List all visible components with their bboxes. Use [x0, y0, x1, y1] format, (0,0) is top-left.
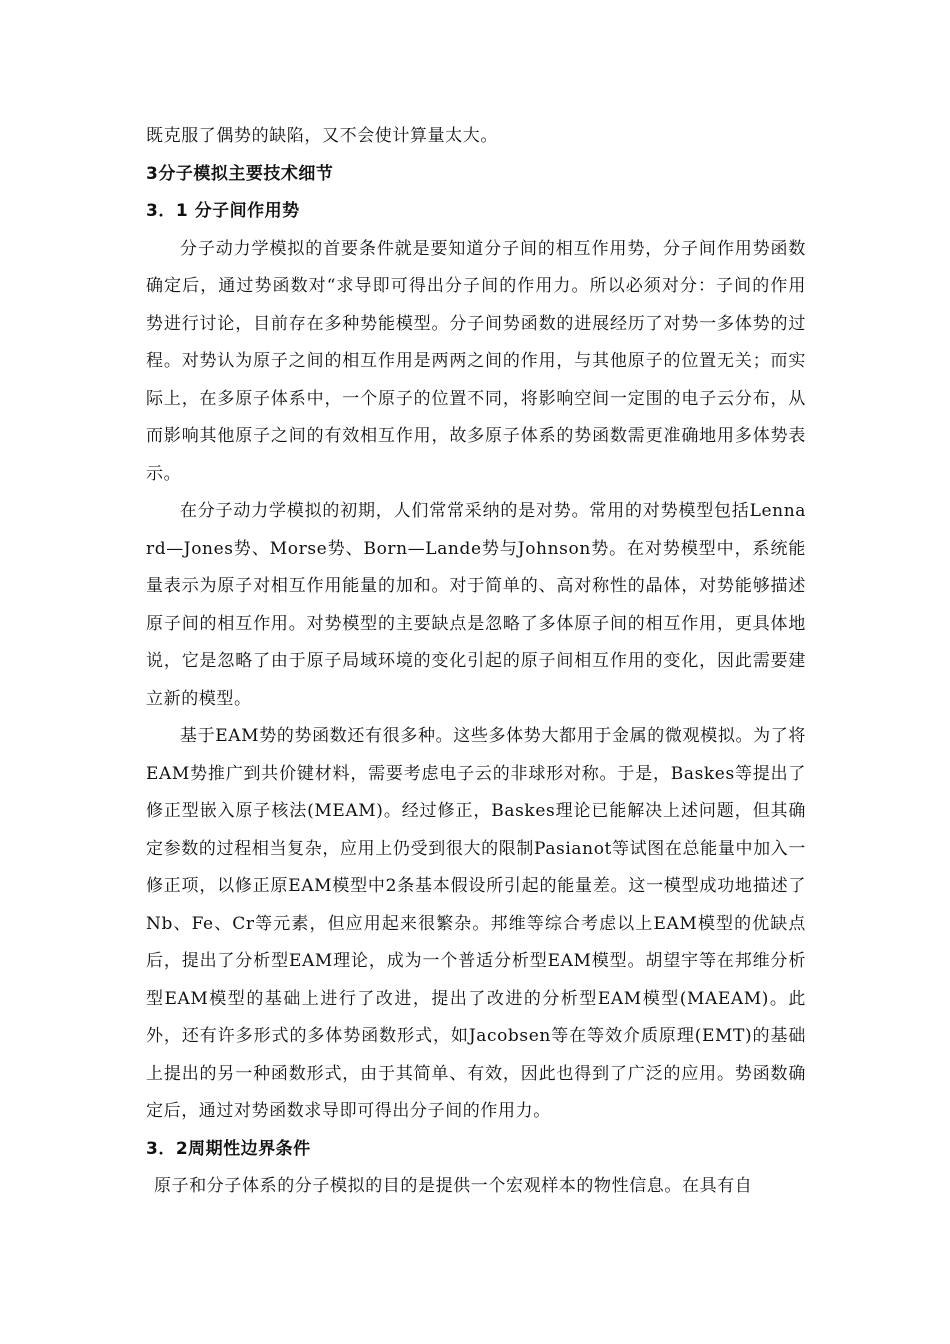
paragraph-periodic-boundary: 原子和分子体系的分子模拟的目的是提供一个宏观样本的物性信息。在具有自	[154, 1176, 753, 1196]
paragraph-pair-potential: 在分子动力学模拟的初期，人们常常采纳的是对势。常用的对势模型包括Lennard—Jones势、Morse势、Born—Lande势与Johnson势。在对势模型中，系统能量表示为原子对相互作用能量的加和。对于简单的、高对称性的晶体，对势能够描述原子间的相互作用。对势模型的主要缺点是忽略了多体原子间的相互作用，更具体地说，它是忽略了由于原子局域环境的变化引起的原子间相互作用的变化，因此需要建立新的模型。	[146, 501, 806, 709]
paragraph-potential-intro: 分子动力学模拟的首要条件就是要知道分子间的相互作用势，分子间作用势函数确定后，通过势函数对“求导即可得出分子间的作用力。所以必须对分：子间的作用势进行讨论，目前存在多种势能模型。分子间势函数的进展经历了对势一多体势的过程。对势认为原子之间的相互作用是两两之间的作用，与其他原子的位置无关；而实际上，在多原子体系中，一个原子的位置不同，将影响空间一定围的电子云分布，从而影响其他原子之间的有效相互作用，故多原子体系的势函数需更准确地用多体势表示。	[146, 238, 806, 484]
section-heading: 3分子模拟主要技术细节	[146, 163, 334, 184]
subsection-heading-intermolecular-potential: 3．1 分子间作用势	[146, 201, 300, 221]
document-page	[146, 118, 806, 1206]
continuation-paragraph: 既克服了偶势的缺陷，又不会使计算量太大。	[146, 126, 498, 146]
paragraph-eam-potential: 基于EAM势的势函数还有很多种。这些多体势大都用于金属的微观模拟。为了将EAM势推广到共价键材料，需要考虑电子云的非球形对称。于是，Baskes等提出了修正型嵌入原子核法(MEAM)。经过修正，Baskes理论已能解决上述问题，但其确定参数的过程相当复杂，应用上仍受到很大的限制Pasianot等试图在总能量中加入一修正项，以修正原EAM模型中2条基本假设所引起的能量差。这一模型成功地描述了Nb、Fe、Cr等元素，但应用起来很繁杂。邦维等综合考虑以上EAM模型的优缺点后，提出了分析型EAM理论，成为一个普适分析型EAM模型。胡望宇等在邦维分析型EAM模型的基础上进行了改进，提出了改进的分析型EAM模型(MAEAM)。此外，还有许多形式的多体势函数形式，如Jacobsen等在等效介质原理(EMT)的基础上提出的另一种函数形式，由于其简单、有效，因此也得到了广泛的应用。势函数确定后，通过对势函数求导即可得出分子间的作用力。	[146, 726, 806, 1121]
subsection-heading-periodic-boundary: 3．2周期性边界条件	[146, 1138, 311, 1159]
